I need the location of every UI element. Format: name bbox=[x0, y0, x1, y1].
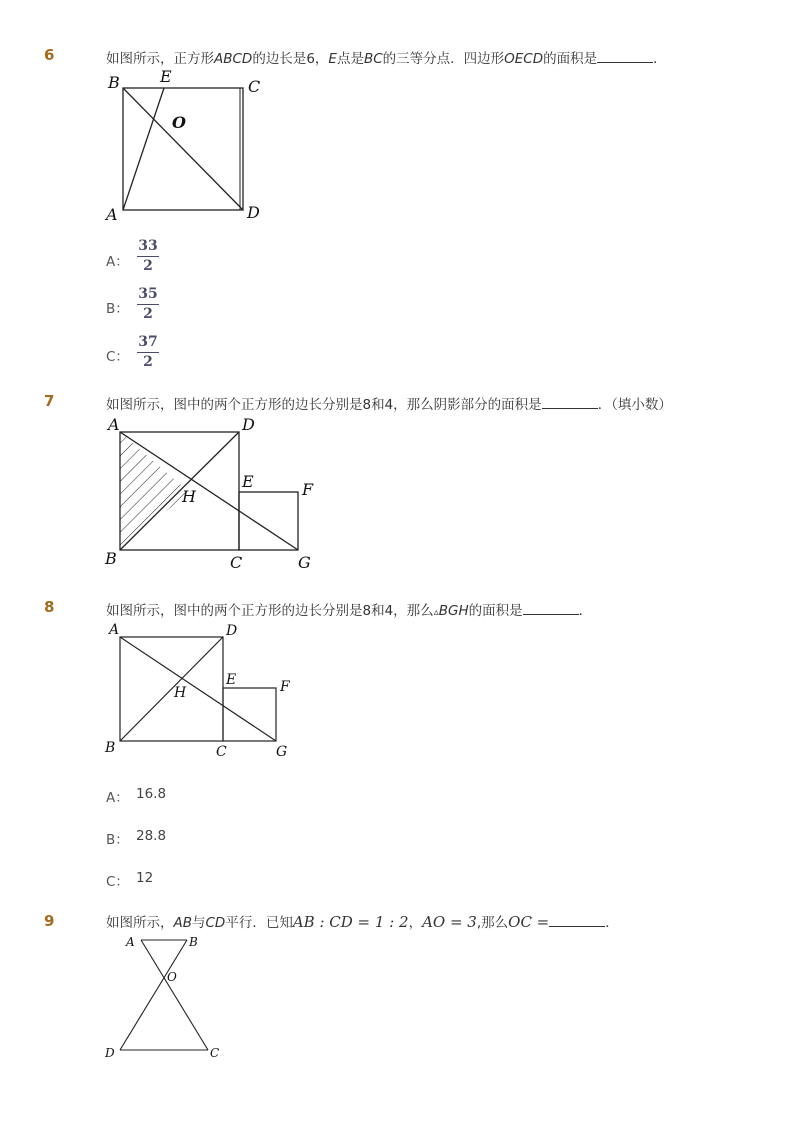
q8-text-part: 的面积是 bbox=[468, 603, 523, 619]
q6-option-c-fraction[interactable] bbox=[137, 334, 159, 371]
fraction-denominator: 2 bbox=[143, 354, 153, 370]
q6-var-e: E bbox=[328, 51, 337, 67]
q6-option-b-fraction[interactable] bbox=[137, 286, 159, 323]
q7-text-part: 如图所示，图中的两个正方形的边长分别是8和4，那么阴影部分的面积是 bbox=[106, 397, 542, 413]
q8-option-c-label: C： bbox=[106, 874, 129, 890]
q8-label-e: E bbox=[226, 672, 237, 688]
q9-label-d: D bbox=[105, 1046, 115, 1060]
q6-text-part: 点是 bbox=[336, 51, 364, 67]
q9-text-part: 与 bbox=[192, 915, 206, 931]
q8-option-a-value[interactable]: 16.8 bbox=[136, 786, 167, 802]
q8-figure bbox=[100, 618, 320, 768]
q9-math-oc: OC = bbox=[508, 913, 550, 931]
q8-text-end: ． bbox=[578, 603, 593, 619]
q8-label-h: H bbox=[174, 685, 187, 701]
fraction-numerator: 33 bbox=[138, 238, 158, 254]
question-8-text bbox=[106, 599, 592, 619]
answer-blank bbox=[597, 50, 653, 63]
q9-math-ao: AO = 3 bbox=[422, 913, 477, 931]
answer-blank bbox=[549, 914, 605, 927]
q6-figure bbox=[100, 66, 280, 226]
q7-label-a: A bbox=[108, 415, 120, 434]
fraction-bar bbox=[137, 304, 159, 305]
answer-blank bbox=[523, 602, 579, 615]
q9-var-cd: CD bbox=[205, 915, 226, 931]
q8-option-b-label: B： bbox=[106, 832, 129, 848]
q7-figure bbox=[100, 412, 340, 582]
q6-option-b-label: B： bbox=[106, 301, 129, 317]
q9-label-c: C bbox=[210, 1046, 220, 1060]
q6-label-b: B bbox=[108, 73, 120, 92]
q6-text-part: 的三等分点．四边形 bbox=[382, 51, 505, 67]
fraction-numerator: 37 bbox=[138, 334, 158, 350]
q7-label-g: G bbox=[298, 553, 311, 572]
q7-label-h: H bbox=[182, 487, 196, 506]
q8-label-c: C bbox=[216, 744, 227, 760]
q6-text-part: 的边长是6， bbox=[252, 51, 329, 67]
triangle-symbol: ▵ bbox=[433, 607, 439, 618]
q6-label-d: D bbox=[247, 203, 260, 222]
q6-option-c-label: C： bbox=[106, 349, 129, 365]
q9-text-part: 平行．已知 bbox=[225, 915, 293, 931]
question-9-text bbox=[106, 911, 619, 931]
q6-option-a-label: A： bbox=[106, 254, 129, 270]
q7-label-c: C bbox=[230, 553, 243, 572]
q9-label-o: O bbox=[167, 970, 177, 984]
q9-text-part: ， bbox=[408, 915, 423, 931]
question-number-7: 7 bbox=[44, 392, 55, 410]
q7-label-e: E bbox=[242, 472, 254, 491]
q6-text-part: 如图所示，正方形 bbox=[106, 51, 214, 67]
question-number-8: 8 bbox=[44, 598, 55, 616]
q7-label-b: B bbox=[105, 549, 117, 568]
q8-label-a: A bbox=[109, 622, 120, 638]
q8-option-b-value[interactable]: 28.8 bbox=[136, 828, 167, 844]
q9-figure bbox=[100, 930, 240, 1070]
q6-text-part: 的面积是 bbox=[543, 51, 598, 67]
q9-text-end: ． bbox=[605, 915, 619, 931]
q7-label-d: D bbox=[242, 415, 255, 434]
fraction-denominator: 2 bbox=[143, 258, 153, 274]
q9-label-b: B bbox=[189, 935, 198, 949]
q7-label-f: F bbox=[302, 480, 314, 499]
answer-blank bbox=[542, 396, 598, 409]
q6-text-end: ． bbox=[653, 51, 667, 67]
q9-label-a: A bbox=[126, 935, 135, 949]
q6-var-abcd: ABCD bbox=[214, 51, 253, 67]
question-6-text bbox=[106, 47, 667, 67]
q8-text-part: 如图所示，图中的两个正方形的边长分别是8和4，那么 bbox=[106, 603, 434, 619]
question-number-6: 6 bbox=[44, 46, 55, 64]
question-number-9: 9 bbox=[44, 912, 55, 930]
fraction-bar bbox=[137, 352, 159, 353]
q9-text-part: ,那么 bbox=[476, 915, 509, 931]
q6-var-bc: BC bbox=[363, 51, 383, 67]
q9-var-ab: AB bbox=[173, 915, 192, 931]
q8-label-g: G bbox=[276, 744, 288, 760]
q6-option-a-fraction[interactable] bbox=[137, 238, 159, 275]
q7-text-end: ．（填小数） bbox=[597, 397, 672, 413]
q8-label-b: B bbox=[105, 740, 116, 756]
fraction-numerator: 35 bbox=[138, 286, 158, 302]
q8-option-a-label: A： bbox=[106, 790, 129, 806]
q6-label-c: C bbox=[248, 77, 261, 96]
q6-label-e: E bbox=[160, 67, 172, 86]
question-7-text bbox=[106, 393, 672, 413]
fraction-denominator: 2 bbox=[143, 306, 153, 322]
q8-label-d: D bbox=[226, 623, 238, 639]
q6-label-o: O bbox=[172, 113, 186, 132]
fraction-bar bbox=[137, 256, 159, 257]
q6-var-oecd: OECD bbox=[504, 51, 544, 67]
q6-label-a: A bbox=[106, 205, 118, 224]
q9-math-ratio: AB : CD = 1 : 2 bbox=[292, 913, 409, 931]
q9-text-part: 如图所示， bbox=[106, 915, 174, 931]
q8-label-f: F bbox=[280, 679, 290, 695]
q8-option-c-value[interactable]: 12 bbox=[136, 870, 154, 886]
q8-var-bgh: BGH bbox=[438, 603, 469, 619]
